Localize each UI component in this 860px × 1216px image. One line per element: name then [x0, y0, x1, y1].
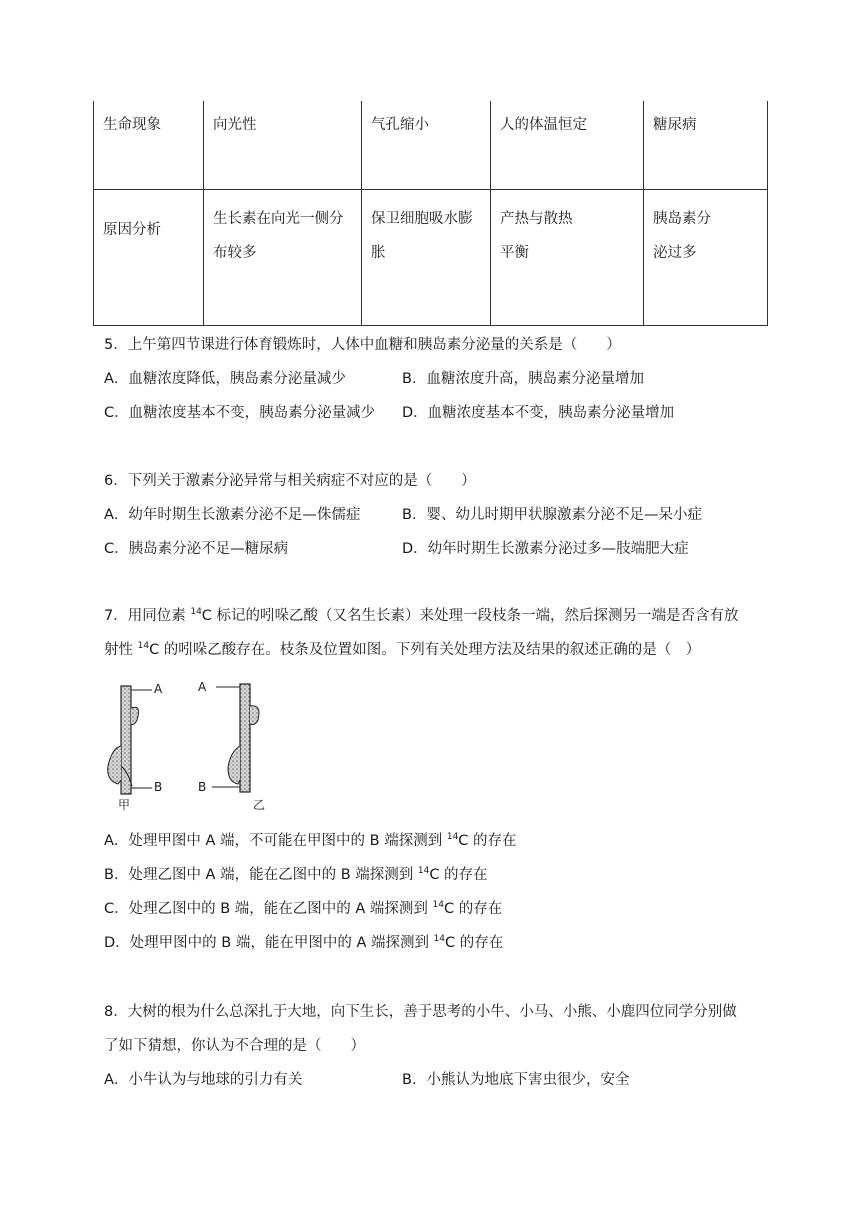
question-7-option-a: [104, 831, 517, 851]
question-7-stem-line2: [104, 640, 700, 660]
cell-line: 胰岛素分: [653, 211, 711, 227]
question-6-stem: 6．下列关于激素分泌异常与相关病症不对应的是（ ）: [104, 473, 476, 489]
isotope-superscript: 14: [190, 607, 202, 617]
question-8-stem-line2: 了如下猜想，你认为不合理的是（ ）: [104, 1038, 365, 1054]
question-5-option-b: B．血糖浓度升高，胰岛素分泌量增加: [402, 371, 644, 387]
question-7-option-d: [104, 933, 503, 953]
question-7-option-c: [104, 899, 502, 919]
question-6-option-d: D．幼年时期生长激素分泌过多—肢端肥大症: [402, 541, 689, 557]
question-5-stem: 5．上午第四节课进行体育锻炼时，人体中血糖和胰岛素分泌量的关系是（ ）: [104, 337, 621, 353]
text-run: C 的存在: [429, 867, 488, 883]
isotope-superscript: 14: [417, 866, 430, 876]
table-cell: [491, 190, 644, 326]
table-cell: [204, 190, 362, 326]
table-cell: 生命现象: [94, 101, 204, 190]
text-run: B．处理乙图中 A 端，能在乙图中的 B 端探测到: [104, 867, 418, 883]
text-run: 射性: [104, 642, 138, 658]
cell-line: 布较多: [213, 245, 257, 261]
text-run: C 的存在: [444, 901, 503, 917]
cell-line: 生长素在向光一侧分: [213, 211, 344, 227]
figure-label-a: A: [154, 682, 163, 696]
branch-jia: [108, 686, 139, 794]
cell-line: 泌过多: [653, 245, 697, 261]
table-row: [94, 190, 768, 326]
text-run: 7．用同位素: [104, 608, 191, 624]
table-cell: 糖尿病: [644, 101, 768, 190]
text-run: A．处理甲图中 A 端，不可能在甲图中的 B 端探测到: [104, 833, 447, 849]
cell-line: 产热与散热: [500, 211, 573, 227]
question-5-option-d: D．血糖浓度基本不变，胰岛素分泌量增加: [402, 405, 675, 421]
question-8-option-b: B．小熊认为地底下害虫很少，安全: [402, 1072, 630, 1088]
figure-label-b: B: [154, 780, 163, 794]
analysis-table: [93, 100, 768, 326]
text-run: C 标记的吲哚乙酸（又名生长素）来处理一段枝条一端，然后探测另一端是否含有放: [201, 608, 739, 624]
question-6-option-b: B．婴、幼儿时期甲状腺激素分泌不足—呆小症: [402, 507, 702, 523]
table-cell: [362, 190, 491, 326]
cell-line: 保卫细胞吸水膨: [371, 211, 473, 227]
cell-line: 胀: [371, 245, 386, 261]
text-run: C．处理乙图中的 B 端，能在乙图中的 A 端探测到: [104, 901, 433, 917]
question-5-option-a: A．血糖浓度降低，胰岛素分泌量减少: [104, 371, 346, 387]
table-row: [94, 101, 768, 190]
figure-label-b: B: [198, 780, 207, 794]
table-cell: 气孔缩小: [362, 101, 491, 190]
figure-label-a: A: [198, 680, 207, 694]
figure-label-yi: 乙: [253, 798, 266, 812]
figure-label-jia: 甲: [118, 798, 131, 812]
text-run: C 的吲哚乙酸存在。枝条及位置如图。下列有关处理方法及结果的叙述正确的是（ ）: [149, 642, 701, 658]
question-7-stem-line1: [104, 606, 739, 626]
question-7-option-b: [104, 865, 488, 885]
text-run: D．处理甲图中的 B 端，能在甲图中的 A 端探测到: [104, 935, 434, 951]
question-8-stem-line1: 8．大树的根为什么总深扎于大地，向下生长，善于思考的小牛、小马、小熊、小鹿四位同学分别做: [104, 1004, 737, 1020]
question-6-option-a: A．幼年时期生长激素分泌不足—侏儒症: [104, 507, 361, 523]
question-6-option-c: C．胰岛素分泌不足—糖尿病: [104, 541, 289, 557]
question-8-option-a: A．小牛认为与地球的引力有关: [104, 1072, 303, 1088]
table-cell: [94, 190, 204, 326]
branch-yi: [228, 684, 259, 792]
question-5-option-c: C．血糖浓度基本不变，胰岛素分泌量减少: [104, 405, 376, 421]
table-top-mask: [92, 99, 768, 101]
isotope-superscript: 14: [446, 832, 459, 842]
table-cell: [644, 190, 768, 326]
table-cell: 人的体温恒定: [491, 101, 644, 190]
cell-line: 平衡: [500, 245, 529, 261]
isotope-superscript: 14: [433, 934, 446, 944]
branch-figure: [100, 676, 280, 812]
text-run: C 的存在: [458, 833, 517, 849]
text-run: C 的存在: [445, 935, 504, 951]
isotope-superscript: 14: [432, 900, 444, 910]
table-cell: 向光性: [204, 101, 362, 190]
isotope-superscript: 14: [137, 641, 150, 651]
cell-line: 原因分析: [103, 222, 161, 238]
